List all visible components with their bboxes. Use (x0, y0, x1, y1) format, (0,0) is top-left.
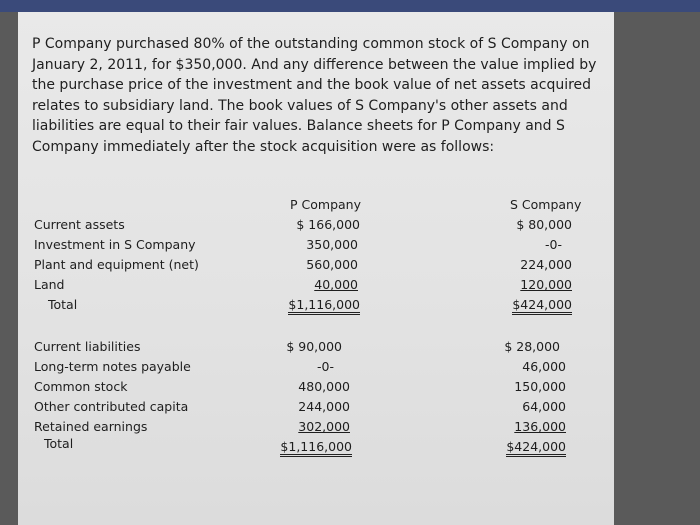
row-label: Long-term notes payable (34, 359, 191, 374)
s-total (500, 297, 572, 312)
row-label: Land (34, 277, 65, 292)
statement-line: Company immediately after the stock acquisition were as follows: (32, 138, 495, 155)
p-company-header: P Company (290, 197, 361, 212)
s-value: $ 80,000 (516, 217, 572, 232)
s-value: 150,000 (514, 379, 566, 394)
p-total-value: $1,116,000 (280, 439, 352, 457)
top-bar (0, 0, 700, 12)
s-value: $ 28,000 (504, 339, 560, 354)
p-total (280, 297, 360, 312)
s-total-value: $424,000 (506, 439, 566, 457)
row-label: Retained earnings (34, 419, 148, 434)
statement-line: P Company purchased 80% of the outstanding common stock of S Company on (32, 36, 590, 52)
total-label: Total (44, 436, 74, 451)
p-value: 560,000 (306, 257, 358, 272)
problem-statement (32, 34, 602, 157)
p-value: 40,000 (314, 277, 358, 292)
row-label: Common stock (34, 379, 128, 394)
statement-line: relates to subsidiary land. The book values of S Company's other assets and (32, 97, 568, 114)
p-value: 302,000 (298, 419, 350, 434)
s-value: 136,000 (514, 419, 566, 434)
s-value: 46,000 (522, 359, 566, 374)
s-value: 64,000 (522, 399, 566, 414)
p-value: 244,000 (298, 399, 350, 414)
statement-line: the purchase price of the investment and the book value of net assets acquired (32, 77, 592, 93)
p-value: 480,000 (298, 379, 350, 394)
statement-line: liabilities are equal to their fair values. Balance sheets for P Company and S (32, 118, 565, 134)
s-value: 224,000 (520, 257, 572, 272)
s-value: 120,000 (520, 277, 572, 292)
p-total (280, 439, 352, 454)
row-label: Current assets (34, 217, 125, 232)
p-value: $ 90,000 (286, 339, 342, 354)
s-company-header: S Company (510, 197, 582, 212)
row-label: Other contributed capita (34, 399, 189, 414)
p-value: 350,000 (306, 237, 358, 252)
row-label: Current liabilities (34, 339, 141, 354)
s-total (500, 439, 566, 454)
s-value: -0- (545, 237, 562, 252)
s-total-value: $424,000 (512, 297, 572, 315)
p-value: $ 166,000 (296, 217, 360, 232)
row-label: Investment in S Company (34, 237, 196, 252)
statement-line: January 2, 2011, for $350,000. And any difference between the value implied by (32, 56, 597, 73)
total-label: Total (48, 297, 78, 312)
p-total-value: $1,116,000 (288, 297, 360, 315)
row-label: Plant and equipment (net) (34, 257, 199, 272)
document-sheet (18, 12, 614, 525)
p-value: -0- (317, 359, 334, 374)
